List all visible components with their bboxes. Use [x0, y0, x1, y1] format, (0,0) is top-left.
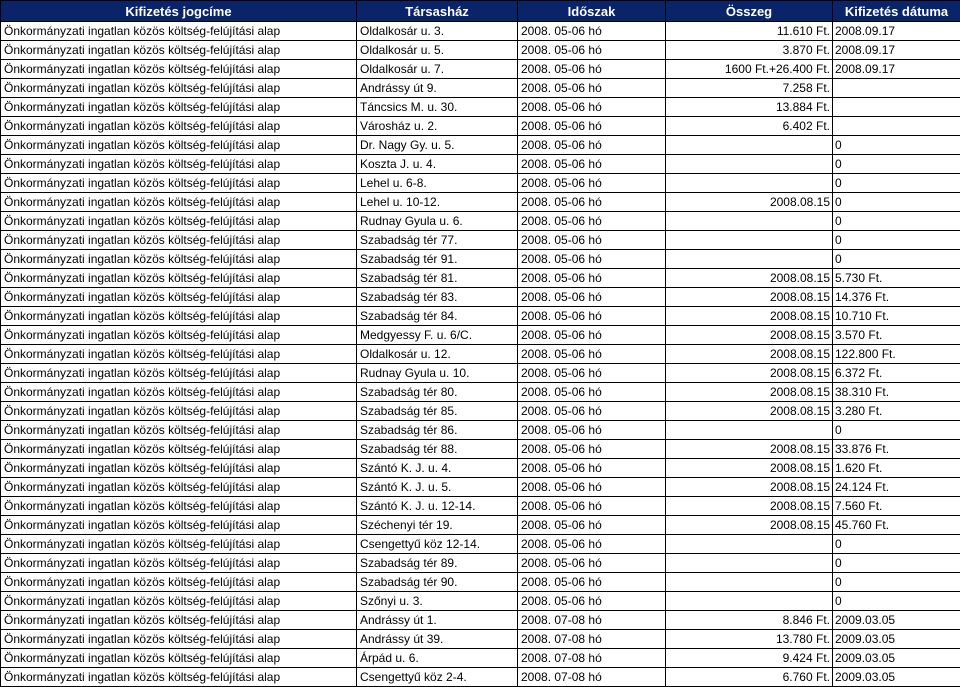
cell-jogcim[interactable]: Önkormányzati ingatlan közös költség-felújítási alap [1, 668, 357, 687]
cell-tarsashaz[interactable]: Dr. Nagy Gy. u. 5. [357, 136, 518, 155]
cell-datum[interactable]: 10.710 Ft. [833, 307, 960, 326]
cell-datum[interactable]: 6.372 Ft. [833, 364, 960, 383]
cell-jogcim[interactable]: Önkormányzati ingatlan közös költség-felújítási alap [1, 440, 357, 459]
table-row [1, 497, 960, 516]
table-row [1, 364, 960, 383]
cell-datum[interactable]: 3.280 Ft. [833, 402, 960, 421]
cell-tarsashaz[interactable]: Szabadság tér 77. [357, 231, 518, 250]
cell-tarsashaz[interactable]: Árpád u. 6. [357, 649, 518, 668]
table-row [1, 60, 960, 79]
cell-idoszak[interactable]: 2008. 05-06 hó [518, 516, 666, 535]
table-row [1, 554, 960, 573]
cell-idoszak[interactable]: 2008. 05-06 hó [518, 174, 666, 193]
cell-tarsashaz[interactable]: Csengettyű köz 12-14. [357, 535, 518, 554]
cell-osszeg[interactable] [666, 421, 833, 440]
header-idoszak[interactable]: Időszak [518, 1, 666, 22]
cell-tarsashaz[interactable]: Rudnay Gyula u. 10. [357, 364, 518, 383]
cell-idoszak[interactable]: 2008. 05-06 hó [518, 307, 666, 326]
table-row [1, 117, 960, 136]
cell-idoszak[interactable]: 2008. 07-08 hó [518, 630, 666, 649]
cell-datum[interactable]: 2009.03.05 [833, 668, 960, 687]
cell-tarsashaz[interactable]: Szabadság tér 84. [357, 307, 518, 326]
cell-tarsashaz[interactable]: Szabadság tér 81. [357, 269, 518, 288]
cell-jogcim[interactable]: Önkormányzati ingatlan közös költség-felújítási alap [1, 155, 357, 174]
cell-jogcim[interactable]: Önkormányzati ingatlan közös költség-felújítási alap [1, 174, 357, 193]
cell-datum[interactable]: 0 [833, 592, 960, 611]
cell-idoszak[interactable]: 2008. 05-06 hó [518, 326, 666, 345]
cell-idoszak[interactable]: 2008. 05-06 hó [518, 212, 666, 231]
table-row [1, 326, 960, 345]
cell-osszeg[interactable]: 2008.08.15 [666, 459, 833, 478]
cell-osszeg[interactable] [666, 573, 833, 592]
cell-jogcim[interactable]: Önkormányzati ingatlan közös költség-felújítási alap [1, 269, 357, 288]
cell-osszeg[interactable]: 2008.08.15 [666, 193, 833, 212]
cell-tarsashaz[interactable]: Lehel u. 6-8. [357, 174, 518, 193]
header-kifizetes-datuma[interactable]: Kifizetés dátuma [833, 1, 960, 22]
cell-osszeg[interactable] [666, 155, 833, 174]
cell-jogcim[interactable]: Önkormányzati ingatlan közös költség-felújítási alap [1, 193, 357, 212]
table-row [1, 630, 960, 649]
cell-tarsashaz[interactable]: Szabadság tér 85. [357, 402, 518, 421]
table-row [1, 668, 960, 687]
table-row [1, 421, 960, 440]
cell-osszeg[interactable] [666, 592, 833, 611]
table-row [1, 516, 960, 535]
table-row [1, 98, 960, 117]
table-row [1, 383, 960, 402]
cell-jogcim[interactable]: Önkormányzati ingatlan közös költség-felújítási alap [1, 136, 357, 155]
cell-idoszak[interactable]: 2008. 05-06 hó [518, 364, 666, 383]
cell-tarsashaz[interactable]: Oldalkosár u. 7. [357, 60, 518, 79]
table-row [1, 345, 960, 364]
cell-datum[interactable]: 14.376 Ft. [833, 288, 960, 307]
cell-osszeg[interactable]: 6.402 Ft. [666, 117, 833, 136]
cell-osszeg[interactable]: 2008.08.15 [666, 288, 833, 307]
cell-datum[interactable]: 2009.03.05 [833, 611, 960, 630]
cell-osszeg[interactable]: 8.846 Ft. [666, 611, 833, 630]
cell-osszeg[interactable]: 2008.08.15 [666, 402, 833, 421]
table-row [1, 402, 960, 421]
cell-datum[interactable]: 0 [833, 250, 960, 269]
table-row [1, 136, 960, 155]
cell-datum[interactable]: 7.560 Ft. [833, 497, 960, 516]
table-row [1, 307, 960, 326]
cell-tarsashaz[interactable]: Oldalkosár u. 3. [357, 22, 518, 41]
table-row [1, 212, 960, 231]
cell-idoszak[interactable]: 2008. 05-06 hó [518, 155, 666, 174]
cell-idoszak[interactable]: 2008. 05-06 hó [518, 231, 666, 250]
cell-datum[interactable]: 2008.09.17 [833, 41, 960, 60]
table-row [1, 592, 960, 611]
table-row [1, 478, 960, 497]
cell-tarsashaz[interactable]: Szabadság tér 86. [357, 421, 518, 440]
cell-osszeg[interactable]: 2008.08.15 [666, 269, 833, 288]
cell-datum[interactable]: 0 [833, 136, 960, 155]
cell-jogcim[interactable]: Önkormányzati ingatlan közös költség-felújítási alap [1, 421, 357, 440]
cell-tarsashaz[interactable]: Táncsics M. u. 30. [357, 98, 518, 117]
cell-tarsashaz[interactable]: Oldalkosár u. 12. [357, 345, 518, 364]
cell-osszeg[interactable]: 13.780 Ft. [666, 630, 833, 649]
cell-jogcim[interactable]: Önkormányzati ingatlan közös költség-felújítási alap [1, 630, 357, 649]
cell-tarsashaz[interactable]: Oldalkosár u. 5. [357, 41, 518, 60]
cell-idoszak[interactable]: 2008. 05-06 hó [518, 22, 666, 41]
cell-jogcim[interactable]: Önkormányzati ingatlan közös költség-felújítási alap [1, 535, 357, 554]
cell-idoszak[interactable]: 2008. 05-06 hó [518, 497, 666, 516]
cell-osszeg[interactable] [666, 136, 833, 155]
cell-tarsashaz[interactable]: Szabadság tér 91. [357, 250, 518, 269]
cell-jogcim[interactable]: Önkormányzati ingatlan közös költség-felújítási alap [1, 459, 357, 478]
cell-osszeg[interactable]: 2008.08.15 [666, 516, 833, 535]
cell-jogcim[interactable]: Önkormányzati ingatlan közös költség-felújítási alap [1, 592, 357, 611]
cell-datum[interactable]: 3.570 Ft. [833, 326, 960, 345]
cell-datum[interactable]: 0 [833, 231, 960, 250]
cell-datum[interactable]: 2009.03.05 [833, 630, 960, 649]
cell-idoszak[interactable]: 2008. 05-06 hó [518, 41, 666, 60]
cell-idoszak[interactable]: 2008. 05-06 hó [518, 440, 666, 459]
cell-jogcim[interactable]: Önkormányzati ingatlan közös költség-felújítási alap [1, 649, 357, 668]
cell-tarsashaz[interactable]: Andrássy út 1. [357, 611, 518, 630]
cell-jogcim[interactable]: Önkormányzati ingatlan közös költség-felújítási alap [1, 573, 357, 592]
cell-tarsashaz[interactable]: Szabadság tér 80. [357, 383, 518, 402]
cell-osszeg[interactable] [666, 535, 833, 554]
cell-osszeg[interactable]: 11.610 Ft. [666, 22, 833, 41]
cell-datum[interactable]: 0 [833, 421, 960, 440]
cell-jogcim[interactable]: Önkormányzati ingatlan közös költség-felújítási alap [1, 41, 357, 60]
cell-datum[interactable] [833, 117, 960, 136]
cell-tarsashaz[interactable]: Andrássy út 39. [357, 630, 518, 649]
cell-idoszak[interactable]: 2008. 07-08 hó [518, 611, 666, 630]
table-row [1, 250, 960, 269]
cell-osszeg[interactable] [666, 250, 833, 269]
cell-tarsashaz[interactable]: Koszta J. u. 4. [357, 155, 518, 174]
cell-idoszak[interactable]: 2008. 05-06 hó [518, 79, 666, 98]
header-tarsashaz[interactable]: Társasház [357, 1, 518, 22]
table-row [1, 174, 960, 193]
cell-jogcim[interactable]: Önkormányzati ingatlan közös költség-felújítási alap [1, 383, 357, 402]
cell-tarsashaz[interactable]: Szabadság tér 83. [357, 288, 518, 307]
cell-tarsashaz[interactable]: Andrássy út 9. [357, 79, 518, 98]
table-row [1, 649, 960, 668]
cell-osszeg[interactable] [666, 174, 833, 193]
cell-datum[interactable]: 0 [833, 573, 960, 592]
cell-idoszak[interactable]: 2008. 07-08 hó [518, 649, 666, 668]
header-osszeg[interactable]: Összeg [666, 1, 833, 22]
cell-datum[interactable]: 0 [833, 155, 960, 174]
cell-jogcim[interactable]: Önkormányzati ingatlan közös költség-felújítási alap [1, 79, 357, 98]
cell-datum[interactable]: 2009.03.05 [833, 649, 960, 668]
cell-idoszak[interactable]: 2008. 05-06 hó [518, 98, 666, 117]
table-row [1, 459, 960, 478]
cell-tarsashaz[interactable]: Rudnay Gyula u. 6. [357, 212, 518, 231]
table-row [1, 573, 960, 592]
cell-tarsashaz[interactable]: Lehel u. 10-12. [357, 193, 518, 212]
cell-datum[interactable]: 122.800 Ft. [833, 345, 960, 364]
table-row [1, 611, 960, 630]
table-row [1, 440, 960, 459]
cell-datum[interactable]: 0 [833, 174, 960, 193]
header-kifizetes-jogcime[interactable]: Kifizetés jogcíme [1, 1, 357, 22]
cell-datum[interactable] [833, 98, 960, 117]
cell-tarsashaz[interactable]: Medgyessy F. u. 6/C. [357, 326, 518, 345]
cell-idoszak[interactable]: 2008. 05-06 hó [518, 459, 666, 478]
cell-tarsashaz[interactable]: Városház u. 2. [357, 117, 518, 136]
cell-jogcim[interactable]: Önkormányzati ingatlan közös költség-felújítási alap [1, 117, 357, 136]
cell-idoszak[interactable]: 2008. 05-06 hó [518, 136, 666, 155]
cell-jogcim[interactable]: Önkormányzati ingatlan közös költség-felújítási alap [1, 554, 357, 573]
cell-osszeg[interactable]: 2008.08.15 [666, 307, 833, 326]
cell-jogcim[interactable]: Önkormányzati ingatlan közös költség-felújítási alap [1, 250, 357, 269]
cell-tarsashaz[interactable]: Szántó K. J. u. 12-14. [357, 497, 518, 516]
cell-osszeg[interactable]: 6.760 Ft. [666, 668, 833, 687]
cell-osszeg[interactable]: 2008.08.15 [666, 478, 833, 497]
cell-osszeg[interactable] [666, 554, 833, 573]
cell-datum[interactable]: 24.124 Ft. [833, 478, 960, 497]
cell-idoszak[interactable]: 2008. 05-06 hó [518, 60, 666, 79]
cell-idoszak[interactable]: 2008. 07-08 hó [518, 668, 666, 687]
cell-datum[interactable]: 1.620 Ft. [833, 459, 960, 478]
table-row [1, 155, 960, 174]
cell-idoszak[interactable]: 2008. 05-06 hó [518, 345, 666, 364]
cell-idoszak[interactable]: 2008. 05-06 hó [518, 288, 666, 307]
cell-tarsashaz[interactable]: Szabadság tér 88. [357, 440, 518, 459]
cell-idoszak[interactable]: 2008. 05-06 hó [518, 269, 666, 288]
cell-osszeg[interactable]: 2008.08.15 [666, 497, 833, 516]
cell-tarsashaz[interactable]: Szőnyi u. 3. [357, 592, 518, 611]
cell-osszeg[interactable]: 9.424 Ft. [666, 649, 833, 668]
cell-tarsashaz[interactable]: Csengettyű köz 2-4. [357, 668, 518, 687]
table-row [1, 535, 960, 554]
cell-datum[interactable]: 2008.09.17 [833, 60, 960, 79]
cell-tarsashaz[interactable]: Széchenyi tér 19. [357, 516, 518, 535]
cell-jogcim[interactable]: Önkormányzati ingatlan közös költség-felújítási alap [1, 307, 357, 326]
cell-tarsashaz[interactable]: Szántó K. J. u. 4. [357, 459, 518, 478]
cell-jogcim[interactable]: Önkormányzati ingatlan közös költség-felújítási alap [1, 478, 357, 497]
cell-jogcim[interactable]: Önkormányzati ingatlan közös költség-felújítási alap [1, 497, 357, 516]
cell-osszeg[interactable]: 2008.08.15 [666, 440, 833, 459]
cell-osszeg[interactable]: 2008.08.15 [666, 383, 833, 402]
table-row [1, 41, 960, 60]
cell-jogcim[interactable]: Önkormányzati ingatlan közös költség-felújítási alap [1, 98, 357, 117]
cell-osszeg[interactable] [666, 231, 833, 250]
cell-datum[interactable]: 33.876 Ft. [833, 440, 960, 459]
table-row [1, 288, 960, 307]
cell-jogcim[interactable]: Önkormányzati ingatlan közös költség-felújítási alap [1, 326, 357, 345]
cell-datum[interactable]: 38.310 Ft. [833, 383, 960, 402]
cell-tarsashaz[interactable]: Szántó K. J. u. 5. [357, 478, 518, 497]
cell-idoszak[interactable]: 2008. 05-06 hó [518, 535, 666, 554]
cell-idoszak[interactable]: 2008. 05-06 hó [518, 402, 666, 421]
cell-idoszak[interactable]: 2008. 05-06 hó [518, 383, 666, 402]
cell-datum[interactable] [833, 79, 960, 98]
cell-osszeg[interactable]: 7.258 Ft. [666, 79, 833, 98]
cell-osszeg[interactable]: 13.884 Ft. [666, 98, 833, 117]
cell-datum[interactable]: 0 [833, 535, 960, 554]
cell-datum[interactable]: 0 [833, 212, 960, 231]
cell-datum[interactable]: 0 [833, 554, 960, 573]
cell-jogcim[interactable]: Önkormányzati ingatlan közös költség-felújítási alap [1, 212, 357, 231]
table-row [1, 193, 960, 212]
cell-jogcim[interactable]: Önkormányzati ingatlan közös költség-felújítási alap [1, 231, 357, 250]
table-row [1, 269, 960, 288]
cell-jogcim[interactable]: Önkormányzati ingatlan közös költség-felújítási alap [1, 345, 357, 364]
cell-osszeg[interactable]: 2008.08.15 [666, 364, 833, 383]
cell-osszeg[interactable]: 3.870 Ft. [666, 41, 833, 60]
cell-datum[interactable]: 5.730 Ft. [833, 269, 960, 288]
cell-tarsashaz[interactable]: Szabadság tér 89. [357, 554, 518, 573]
cell-idoszak[interactable]: 2008. 05-06 hó [518, 421, 666, 440]
cell-jogcim[interactable]: Önkormányzati ingatlan közös költség-felújítási alap [1, 60, 357, 79]
cell-idoszak[interactable]: 2008. 05-06 hó [518, 250, 666, 269]
cell-osszeg[interactable] [666, 212, 833, 231]
cell-idoszak[interactable]: 2008. 05-06 hó [518, 478, 666, 497]
header-row [1, 1, 960, 22]
cell-osszeg[interactable]: 1600 Ft.+26.400 Ft. [666, 60, 833, 79]
cell-jogcim[interactable]: Önkormányzati ingatlan közös költség-felújítási alap [1, 516, 357, 535]
cell-datum[interactable]: 0 [833, 193, 960, 212]
cell-idoszak[interactable]: 2008. 05-06 hó [518, 573, 666, 592]
cell-idoszak[interactable]: 2008. 05-06 hó [518, 592, 666, 611]
table-row [1, 79, 960, 98]
cell-jogcim[interactable]: Önkormányzati ingatlan közös költség-felújítási alap [1, 22, 357, 41]
table-row [1, 231, 960, 250]
cell-osszeg[interactable]: 2008.08.15 [666, 345, 833, 364]
cell-idoszak[interactable]: 2008. 05-06 hó [518, 117, 666, 136]
cell-datum[interactable]: 45.760 Ft. [833, 516, 960, 535]
cell-tarsashaz[interactable]: Szabadság tér 90. [357, 573, 518, 592]
cell-jogcim[interactable]: Önkormányzati ingatlan közös költség-felújítási alap [1, 288, 357, 307]
table-row [1, 22, 960, 41]
cell-datum[interactable]: 2008.09.17 [833, 22, 960, 41]
cell-jogcim[interactable]: Önkormányzati ingatlan közös költség-felújítási alap [1, 364, 357, 383]
cell-jogcim[interactable]: Önkormányzati ingatlan közös költség-felújítási alap [1, 402, 357, 421]
cell-jogcim[interactable]: Önkormányzati ingatlan közös költség-felújítási alap [1, 611, 357, 630]
cell-osszeg[interactable]: 2008.08.15 [666, 326, 833, 345]
cell-idoszak[interactable]: 2008. 05-06 hó [518, 193, 666, 212]
cell-idoszak[interactable]: 2008. 05-06 hó [518, 554, 666, 573]
